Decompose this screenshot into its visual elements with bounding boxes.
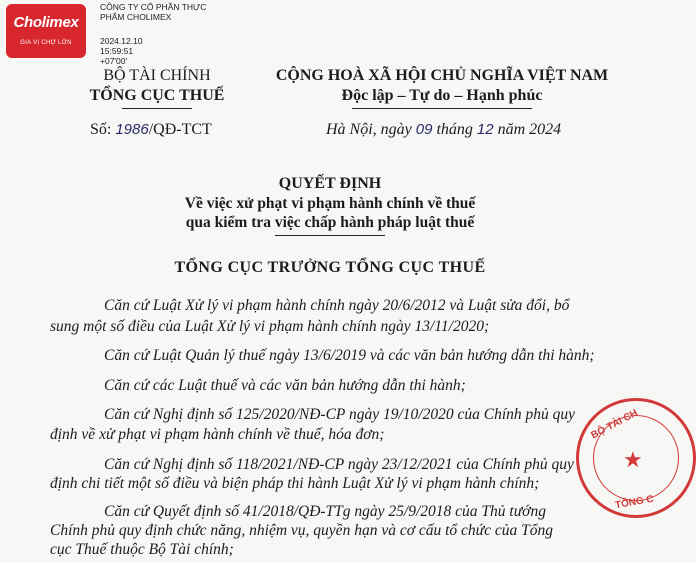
doc-number-suffix: /QĐ-TCT [148, 121, 212, 138]
signature-time: 15:59:51 [100, 46, 134, 56]
signature-company-line1: CÔNG TY CỔ PHẦN THỰC [100, 2, 207, 12]
stamp-emblem-icon: ★ [623, 447, 643, 472]
paragraph-6-line2: Chính phủ quy định chức năng, nhiệm vụ, quyền hạn và cơ cấu tổ chức của Tổng [50, 522, 553, 539]
decision-heading: QUYẾT ĐỊNH [278, 175, 382, 192]
signature-date: 2024.12.10 [100, 36, 143, 46]
ministry-name: BỘ TÀI CHÍNH [103, 67, 211, 84]
signature-company-line2: PHẨM CHOLIMEX [100, 12, 172, 22]
stamp-top-text: BỘ TÀI CH [589, 407, 640, 442]
date-year: năm 2024 [497, 121, 562, 138]
issuing-authority: TỔNG CỤC TRƯỞNG TỔNG CỤC THUẾ [174, 259, 486, 276]
paragraph-6-line3: cục Thuế thuộc Bộ Tài chính; [50, 541, 234, 558]
motto-underline [352, 108, 532, 109]
issuer-header [62, 66, 252, 109]
decision-subject-line2: qua kiểm tra việc chấp hành pháp luật thuế [185, 214, 475, 231]
country-name: CỘNG HOÀ XÃ HỘI CHỦ NGHĨA VIỆT NAM [275, 67, 609, 84]
paragraph-5-line2: định chi tiết một số điều và biện pháp thi hành Luật Xử lý vi phạm hành chính; [50, 475, 540, 492]
title-underline [275, 235, 385, 236]
official-stamp [576, 398, 696, 518]
paragraph-1-line2: sung một số điều của Luật Xử lý vi phạm hành chính ngày 13/11/2020; [50, 318, 490, 335]
paragraph-5-line1: Căn cứ Nghị định số 118/2021/NĐ-CP ngày 23/12/2021 của Chính phủ quy [104, 456, 574, 473]
national-header [262, 66, 622, 109]
department-name: TỔNG CỤC THUẾ [89, 87, 225, 104]
paragraph-6-line1: Căn cứ Quyết định số 41/2018/QĐ-TTg ngày 25/9/2018 của Thủ tướng [104, 503, 546, 520]
paragraph-4-line1: Căn cứ Nghị định số 125/2020/NĐ-CP ngày 19/10/2020 của Chính phủ quy [104, 406, 576, 423]
document-number [90, 121, 212, 139]
national-motto: Độc lập – Tự do – Hạnh phúc [341, 87, 543, 104]
stamp-side-text: TỔNG C [614, 493, 655, 512]
paragraph-2-line1: Căn cứ Luật Quản lý thuế ngày 13/6/2019 và các văn bản hướng dẫn thi hành; [104, 347, 595, 364]
date-place: Hà Nội, ngày [326, 121, 412, 138]
official-stamp-clip [560, 395, 655, 545]
date-month-label: tháng [436, 121, 473, 138]
date-month-handwritten: 12 [476, 121, 494, 138]
paragraph-1-line1: Căn cứ Luật Xử lý vi phạm hành chính ngày 20/6/2012 và Luật sửa đổi, bổ [104, 297, 570, 314]
logo-tagline: GIA VỊ CHỢ LỚN [20, 40, 72, 46]
signature-timezone: +07'00' [100, 56, 128, 66]
header-underline [122, 108, 192, 109]
digital-signature [100, 2, 206, 66]
company-logo [6, 4, 86, 58]
decision-subject-line1: Về việc xử phạt vi phạm hành chính về thuế [184, 195, 476, 212]
doc-number-prefix: Số: [90, 121, 112, 138]
doc-number-handwritten: 1986 [115, 121, 149, 138]
decision-title [120, 174, 540, 236]
date-day-handwritten: 09 [415, 121, 433, 138]
paragraph-3-line1: Căn cứ các Luật thuế và các văn bản hướng dẫn thi hành; [104, 377, 466, 394]
logo-brand: Cholimex [13, 14, 79, 31]
paragraph-4-line2: định về xử phạt vi phạm hành chính về thuế, hóa đơn; [50, 426, 385, 443]
issue-date [326, 121, 561, 139]
